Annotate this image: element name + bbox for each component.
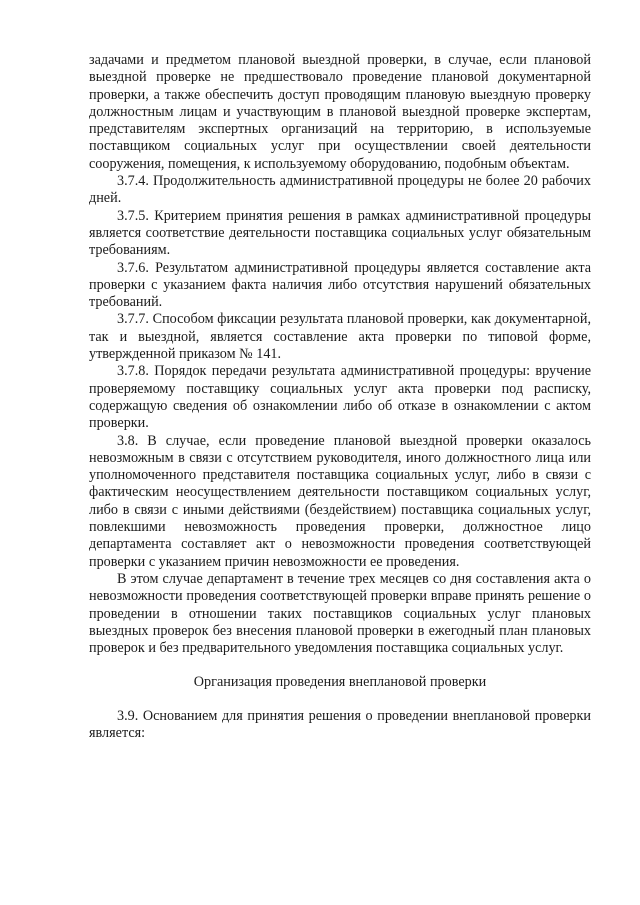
paragraph-3-7-4: 3.7.4. Продолжительность административной процедуры не более 20 рабочих дней. bbox=[89, 173, 591, 207]
paragraph-continuation: задачами и предметом плановой выездной проверки, в случае, если плановой выездной проверке не предшествовало проведение плановой документарной проверки, а также обеспечить доступ проводящим плановую выездную проверку должностным лицам и участвующим в плановой выездной проверке экспертам, представителям экспертных организаций на территорию, в используемые поставщиком социальных услуг при осуществлении своей деятельности сооружения, помещения, к используемому оборудованию, подобным объектам. bbox=[89, 52, 591, 172]
document-body bbox=[89, 52, 591, 742]
paragraph-3-7-7: 3.7.7. Способом фиксации результата плановой проверки, как документарной, так и выездной, является составление акта проверки по типовой форме, утвержденной приказом № 141. bbox=[89, 311, 591, 363]
paragraph-3-7-6: 3.7.6. Результатом административной процедуры является составление акта проверки с указанием факта наличия либо отсутствия нарушений обязательных требований. bbox=[89, 259, 591, 311]
paragraph-3-7-8: 3.7.8. Порядок передачи результата административной процедуры: вручение проверяемому поставщику социальных услуг акта проверки под расписку, содержащую сведения об ознакомлении либо об отказе в ознакомлении с актом проверки. bbox=[89, 363, 591, 432]
paragraph-3-7-5: 3.7.5. Критерием принятия решения в рамках административной процедуры является соответствие деятельности поставщика социальных услуг обязательным требованиям. bbox=[89, 207, 591, 259]
paragraph-3-8-continuation: В этом случае департамент в течение трех месяцев со дня составления акта о невозможности проведения соответствующей проверки вправе принять решение о проведении в отношении таких поставщиков социальных услуг плановых выездных проверок без внесения плановой проверки в ежегодный план плановых проверок и без предварительного уведомления поставщика социальных услуг. bbox=[89, 570, 591, 657]
paragraph-3-9: 3.9. Основанием для принятия решения о проведении внеплановой проверки является: bbox=[89, 707, 591, 741]
section-heading: Организация проведения внеплановой проверки bbox=[193, 674, 487, 691]
paragraph-3-8: 3.8. В случае, если проведение плановой выездной проверки оказалось невозможным в связи с отсутствием руководителя, иного должностного лица или уполномоченного представителя поставщика социальных услуг, либо в связи с фактическим неосуществлением деятельности поставщиком социальных услуг, либо в связи с иными действиями (бездействием) поставщика социальных услуг, повлекшими невозможность проведения проверки, должностное лицо департамента составляет акт о невозможности проведения соответствующей проверки с указанием причин невозможности ее проведения. bbox=[89, 432, 591, 570]
